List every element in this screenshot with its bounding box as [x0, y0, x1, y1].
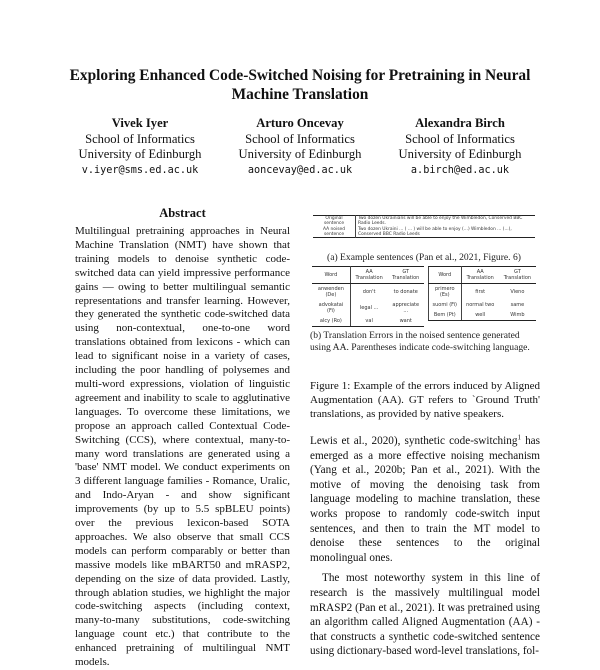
table-cell: normal two — [466, 302, 495, 308]
author-name: Alexandra Birch — [415, 116, 505, 130]
author-3 — [380, 116, 540, 178]
figure-1a-caption: (a) Example sentences (Pan et al., 2021, Figure. 6) — [327, 252, 521, 263]
author-affiliation: School of Informatics — [85, 131, 195, 146]
table-row — [313, 216, 535, 227]
table-row — [429, 310, 537, 321]
author-email: a.birch@ed.ac.uk — [410, 164, 510, 176]
table-row — [312, 284, 424, 301]
author-email: aoncevay@ed.ac.uk — [247, 164, 353, 176]
table-cell: don't — [362, 289, 376, 295]
figure-1a-table — [313, 215, 535, 243]
table-cell: anwenden (De) — [312, 284, 350, 301]
abstract-body — [75, 225, 290, 669]
author-affiliation: School of Informatics — [405, 131, 515, 146]
paragraph-text: has emerged as a more effective noising mechanism (Yang et al., 2020b; Pan et al., 2021). With the motive of moving the denoising task from language modeling to machine translation, these works propose to randomly code-switch input sentences, and then to train the MT model to denoise these sentences to the original monolingual ones. — [310, 435, 540, 564]
row-text: Two dozen Ukraini ... ( ... ) will be able to enjoy (...) Wimbledon ... (...), Conserved BBC Radio Leeds — [358, 226, 512, 237]
table-row — [429, 284, 537, 301]
author-affiliation: School of Informatics — [245, 131, 355, 146]
table-cell: want — [387, 316, 424, 327]
author-email: v.iyer@sms.ed.ac.uk — [81, 164, 199, 176]
author-1 — [60, 116, 220, 178]
column-header: GT Translation — [499, 267, 536, 284]
figure-1b-caption: (b) Translation Errors in the noised sentence generated using AA. Parentheses indicate code-switching language. — [310, 330, 530, 353]
table-cell: Bem (Pt) — [429, 310, 462, 321]
table-cell: suomi (Fi) — [429, 300, 462, 310]
column-header: Word — [429, 267, 462, 284]
author-name: Arturo Oncevay — [256, 116, 344, 130]
table-cell: advokatai (Fi) — [312, 300, 350, 316]
intro-body — [310, 433, 540, 658]
table-cell: appreciate ... — [392, 302, 420, 314]
table-row — [313, 227, 535, 238]
row-label: Original sentence — [313, 216, 356, 227]
figure-1-caption: Figure 1: Example of the errors induced by Aligned Augmentation (AA). GT refers to `Ground Truth' translations, as provided by native speakers. — [310, 380, 540, 420]
example-sentences-table — [313, 215, 535, 238]
column-header: GT Translation — [387, 267, 424, 284]
intro-paragraph-2: The most noteworthy system in this line of research is the massively multilingual model mRASP2 (Pan et al., 2021). It was pretrained using an algorithm called Aligned Augmentation (AA) - that constructs a synthetic code-switched sentence using dictionary-based word-level translations, fol- — [310, 572, 540, 658]
author-institution: University of Edinburgh — [398, 147, 522, 162]
column-header: Word — [312, 267, 350, 284]
table-cell: primero (Es) — [429, 284, 462, 301]
table-header-row — [312, 267, 424, 284]
column-header: AA Translation — [350, 267, 387, 284]
table-cell: same — [510, 302, 525, 308]
author-name: Vivek Iyer — [111, 116, 169, 130]
paragraph-text: Lewis et al., 2020), synthetic code-switching — [310, 435, 518, 447]
table-cell: well — [461, 310, 499, 321]
author-institution: University of Edinburgh — [78, 147, 202, 162]
paper-title: Exploring Enhanced Code-Switched Noising for Pretraining in Neural Machine Translation — [69, 67, 531, 103]
column-header: AA Translation — [461, 267, 499, 284]
table-cell: to donate — [393, 289, 418, 295]
table-cell: Wimb — [499, 310, 536, 321]
table-cell: val — [350, 316, 387, 327]
abstract-text: Multilingual pretraining approaches in Neural Machine Translation (NMT) have shown that training models to denoise synthetic code-switched data can yield impressive performance gains — owing to better multilingual semantic representations and transfer learning. However, they generated the synthetic code-switched data using non-contextual, one-to-one word translations obtained from lexicons - which can lead to significant noise in a variety of cases, including the poor handling of polysemes and multi-word expressions, violation of linguistic agreement and inability to scale to agglutinative languages. To overcome these limitations, we propose an approach called Contextual Code-Switching (CCS), where contextual, many-to-many word translations are generated using a 'base' NMT model. We conduct experiments on 3 different language families - Romance, Uralic, and Indo-Aryan - and show significant improvements (by up to 5.5 spBLEU points) over the previous lexicon-based SOTA approaches. We also observe that small CCS models can perform comparably or better than massive models like mBART50 and mRASP2, depending on the size of data provided. Lastly, through ablation studies, we highlight the major code-switching aspects (including context, many-to-many substitutions, code-switching language count etc.) that contribute to the enhanced pretraining of multilingual NMT models. — [75, 225, 290, 669]
footnote-marker: 1 — [517, 433, 521, 442]
intro-paragraph-1 — [310, 434, 540, 565]
table-cell: Vieno — [510, 289, 525, 295]
table-cell: alcy (Ro) — [312, 316, 350, 327]
author-2 — [220, 116, 380, 178]
author-institution: University of Edinburgh — [238, 147, 362, 162]
errors-table-right — [428, 266, 536, 321]
table-cell: legal ... — [359, 305, 379, 311]
table-row — [429, 300, 537, 310]
row-text: Two dozen Ukrainians will be able to enjoy the Wimbledon, Conserved BBC Radio Leeds. — [358, 216, 523, 227]
errors-table-left — [312, 266, 424, 327]
table-cell: first — [475, 289, 486, 295]
author-block — [60, 116, 540, 180]
table-row — [312, 316, 424, 327]
table-row — [312, 300, 424, 316]
row-label: AA noised sentence — [313, 227, 356, 238]
abstract-heading: Abstract — [159, 206, 206, 220]
table-header-row — [429, 267, 537, 284]
